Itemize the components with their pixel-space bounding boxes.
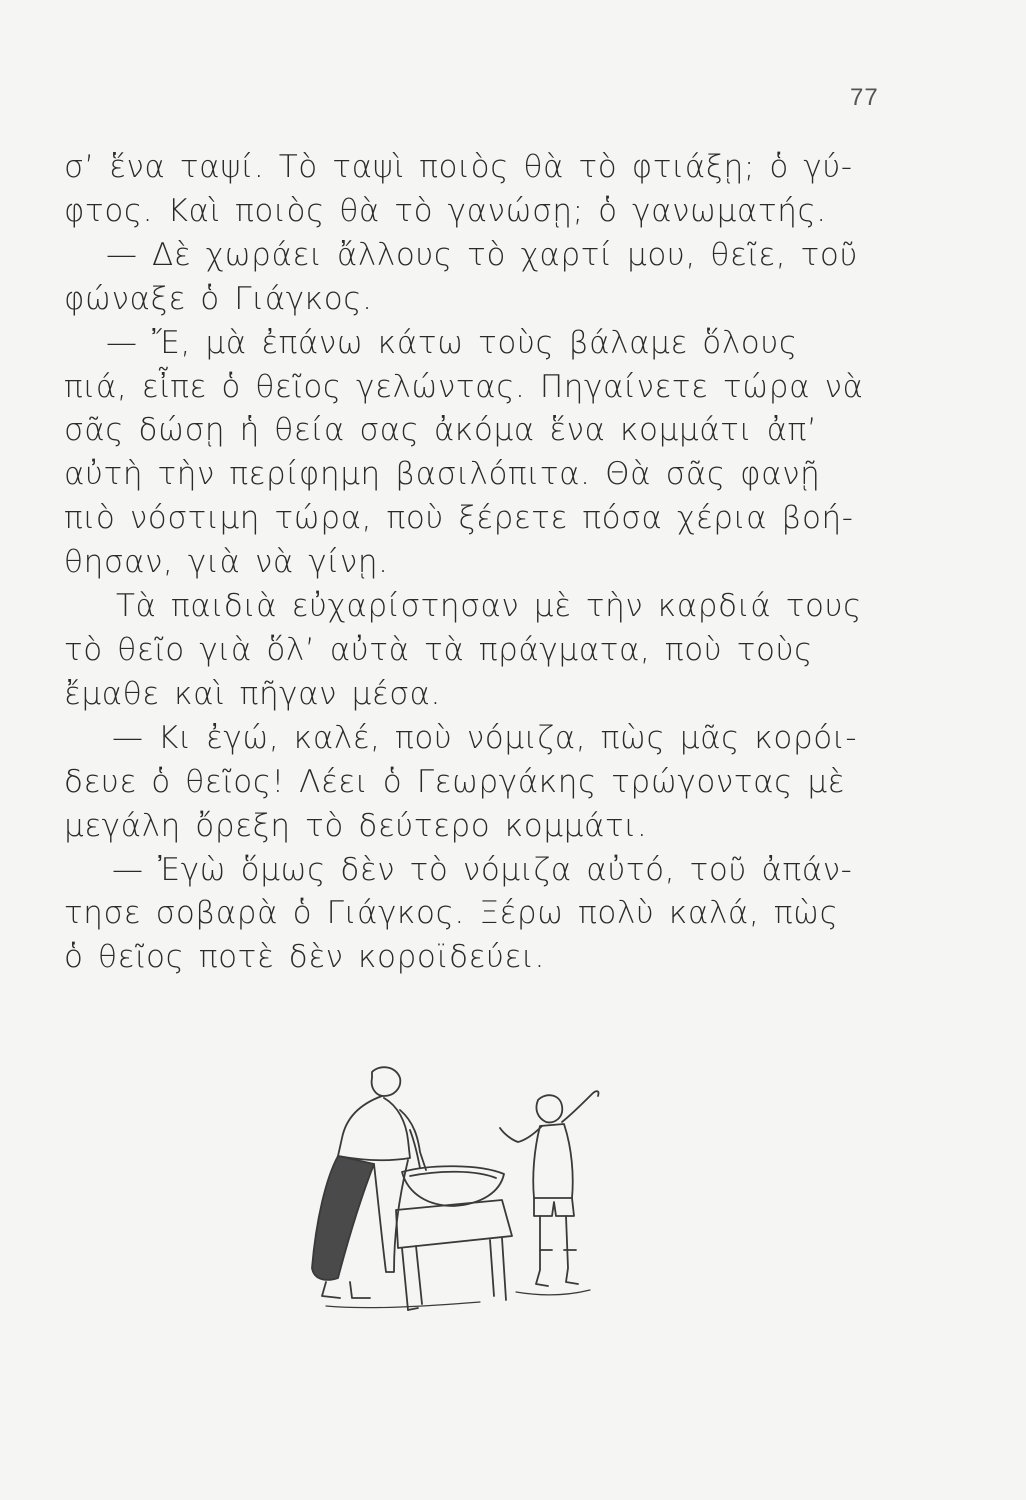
text-line: θησαν, γιὰ νὰ γίνῃ. (64, 544, 389, 581)
child-head (536, 1095, 562, 1122)
text-line: σ’ ἕνα ταψί. Τὸ ταψὶ ποιὸς θὰ τὸ φτιάξῃ; ὁ γύ- (64, 149, 853, 185)
text-line: πιά, εἶπε ὁ θεῖος γελώντας. Πηγαίνετε τώρα νὰ (64, 368, 864, 405)
text-line: τησε σοβαρὰ ὁ Γιάγκος. Ξέρω πολὺ καλά, πὼς (64, 895, 839, 932)
text-line: μεγάλη ὄρεξη τὸ δεύτερο κομμάτι. (64, 807, 648, 844)
child-leg (536, 1216, 548, 1286)
text-line: αὐτὴ τὴν περίφημη βασιλόπιτα. Θὰ σᾶς φανῇ (64, 456, 821, 493)
child-arm-left (500, 1126, 542, 1142)
text-line: φτος. Καὶ ποιὸς θὰ τὸ γανώσῃ; ὁ γανωματής. (64, 192, 827, 229)
text-line: πιὸ νόστιμη τώρα, ποὺ ξέρετε πόσα χέρια βοή- (64, 500, 854, 537)
woman-head (372, 1067, 401, 1096)
text-line: φώναξε ὁ Γιάγκος. (64, 280, 373, 317)
text-line: ἔμαθε καὶ πῆγαν μέσα. (64, 675, 441, 712)
kneading-table (396, 1200, 512, 1248)
text-line: δευε ὁ θεῖος! Λέει ὁ Γεωργάκης τρώγοντας μὲ (64, 763, 846, 800)
text-line: — Κι ἐγώ, καλέ, ποὺ νόμιζα, πὼς μᾶς κορόι- (112, 719, 858, 756)
text-line: ὁ θεῖος ποτὲ δὲν κοροϊδεύει. (64, 939, 545, 976)
child-body (533, 1124, 572, 1198)
woman-kneading-dough-and-child-illustration (290, 1060, 630, 1360)
child-arm-right (562, 1091, 599, 1122)
text-line: — Ἐγὼ ὅμως δὲν τὸ νόμιζα αὐτό, τοῦ ἀπάν- (112, 851, 853, 888)
text-line: σᾶς δώσῃ ἡ θεία σας ἀκόμα ἕνα κομμάτι ἀπ’ (64, 412, 818, 449)
body-text (64, 146, 930, 980)
text-line: Τὰ παιδιὰ εὐχαρίστησαν μὲ τὴν καρδιά τους (116, 588, 862, 625)
text-line: — Ἔ, μὰ ἐπάνω κάτω τοὺς βάλαμε ὅλους (106, 324, 798, 361)
text-line: τὸ θεῖο γιὰ ὅλ’ αὐτὰ τὰ πράγματα, ποὺ τοὺς (64, 631, 813, 668)
woman-blouse (338, 1096, 410, 1160)
text-line: — Δὲ χωράει ἄλλους τὸ χαρτί μου, θεῖε, τοῦ (106, 236, 859, 273)
page-number: 77 (850, 84, 879, 111)
woman-skirt (312, 1156, 374, 1280)
